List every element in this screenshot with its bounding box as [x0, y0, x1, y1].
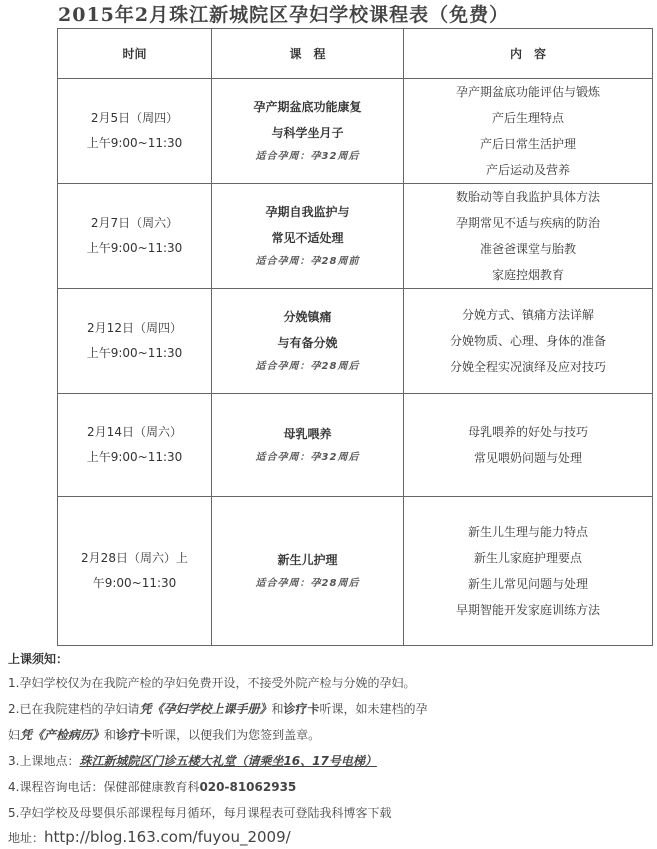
page-title: 2015年2月珠江新城院区孕妇学校课程表（免费） — [58, 4, 510, 26]
content-item: 母乳喂养的好处与技巧 — [467, 425, 588, 439]
content-item: 分娩物质、心理、身体的准备 — [449, 334, 606, 348]
date-text: 2月14日（周六） — [87, 425, 182, 439]
date-text: 2月7日（周六） — [90, 216, 179, 230]
note-5: 5.孕妇学校及母婴俱乐部课程每月循环，每月课程表可登陆我科博客下载 — [8, 806, 392, 820]
time-text: 上午9:00~11:30 — [86, 241, 183, 255]
content-item: 新生儿常见问题与处理 — [467, 577, 588, 591]
time-text: 午9:00~11:30 — [92, 576, 177, 590]
content-cell — [404, 289, 653, 394]
note-text: 3.上课地点： — [8, 754, 80, 768]
course-cell — [212, 394, 404, 497]
course-name: 母乳喂养 — [283, 427, 332, 441]
note-3 — [8, 748, 648, 774]
content-item: 产后日常生活护理 — [479, 137, 576, 151]
course-name: 孕产期盆底功能康复 — [253, 100, 362, 114]
note-emphasis: 诊疗卡 — [283, 702, 320, 716]
blog-url[interactable]: http://blog.163.com/fuyou_2009/ — [44, 828, 291, 846]
time-cell — [58, 79, 212, 184]
content-item: 分娩全程实况演绎及应对技巧 — [449, 360, 606, 374]
header-course: 课 程 — [212, 29, 404, 79]
time-cell — [58, 394, 212, 497]
note-text: 听课，如未建档的孕 — [319, 702, 428, 716]
note-text: 听课，以便我们为您签到盖章。 — [152, 728, 321, 742]
course-cell — [212, 289, 404, 394]
course-audience: 适合孕周：孕28周前 — [255, 256, 360, 267]
note-1: 1.孕妇学校仅为在我院产检的孕妇免费开设，不接受外院产检与分娩的孕妇。 — [8, 676, 416, 690]
course-audience: 适合孕周：孕28周后 — [255, 361, 360, 372]
course-schedule-table — [57, 28, 653, 646]
course-cell — [212, 184, 404, 289]
course-cell — [212, 497, 404, 646]
date-text: 2月5日（周四） — [90, 111, 179, 125]
class-location: 珠江新城院区门诊五楼大礼堂（请乘坐16、17号电梯） — [79, 754, 377, 768]
course-name: 与有备分娩 — [277, 336, 338, 350]
note-4 — [8, 774, 648, 800]
table-row — [58, 184, 653, 289]
time-cell — [58, 184, 212, 289]
date-text: 2月28日（周六）上 — [81, 551, 188, 565]
content-item: 常见喂奶问题与处理 — [473, 451, 582, 465]
header-content: 内 容 — [404, 29, 653, 79]
time-text: 上午9:00~11:30 — [86, 450, 183, 464]
content-item: 产后生理特点 — [491, 111, 564, 125]
content-item: 新生儿家庭护理要点 — [473, 551, 582, 565]
header-time: 时间 — [58, 29, 212, 79]
note-emphasis: 凭《产检病历》 — [20, 728, 105, 742]
note-emphasis: 诊疗卡 — [116, 728, 153, 742]
course-audience: 适合孕周：孕28周后 — [255, 578, 360, 589]
time-text: 上午9:00~11:30 — [86, 136, 183, 150]
course-name: 与科学坐月子 — [271, 126, 344, 140]
content-item: 孕产期盆底功能评估与锻炼 — [455, 85, 600, 99]
course-name: 分娩镇痛 — [283, 310, 332, 324]
content-item: 家庭控烟教育 — [491, 268, 564, 282]
content-item: 新生儿生理与能力特点 — [467, 525, 588, 539]
time-cell — [58, 497, 212, 646]
content-item: 分娩方式、镇痛方法详解 — [461, 308, 594, 322]
time-text: 上午9:00~11:30 — [86, 346, 183, 360]
content-cell — [404, 394, 653, 497]
content-cell — [404, 497, 653, 646]
content-cell — [404, 79, 653, 184]
time-cell — [58, 289, 212, 394]
table-row — [58, 79, 653, 184]
address-label: 地址： — [8, 831, 45, 845]
content-item: 准爸爸课堂与胎教 — [479, 242, 576, 256]
note-text: 和 — [271, 702, 284, 716]
consult-phone: 020-81062935 — [199, 780, 297, 794]
note-text: 2.已在我院建档的孕妇请 — [8, 702, 140, 716]
notes-heading: 上课须知： — [8, 652, 69, 666]
course-name: 常见不适处理 — [271, 231, 344, 245]
table-row — [58, 394, 653, 497]
table-row — [58, 497, 653, 646]
content-item: 数胎动等自我监护具体方法 — [455, 190, 600, 204]
course-cell — [212, 79, 404, 184]
course-audience: 适合孕周：孕32周后 — [255, 452, 360, 463]
course-name: 新生儿护理 — [277, 553, 338, 567]
note-2 — [8, 696, 648, 722]
table-row — [58, 289, 653, 394]
note-text: 4.课程咨询电话：保健部健康教育科 — [8, 780, 200, 794]
course-name: 孕期自我监护与 — [265, 205, 350, 219]
note-emphasis: 凭《孕妇学校上课手册》 — [139, 702, 272, 716]
course-audience: 适合孕周：孕32周后 — [255, 151, 360, 162]
note-text: 妇 — [8, 728, 21, 742]
table-header-row — [58, 29, 653, 79]
date-text: 2月12日（周四） — [87, 321, 182, 335]
content-item: 产后运动及营养 — [485, 163, 570, 177]
content-cell — [404, 184, 653, 289]
notes-section — [8, 648, 648, 849]
note-text: 和 — [104, 728, 117, 742]
content-item: 孕期常见不适与疾病的防治 — [455, 216, 600, 230]
note-2-continued — [8, 722, 648, 748]
content-item: 早期智能开发家庭训练方法 — [455, 603, 600, 617]
